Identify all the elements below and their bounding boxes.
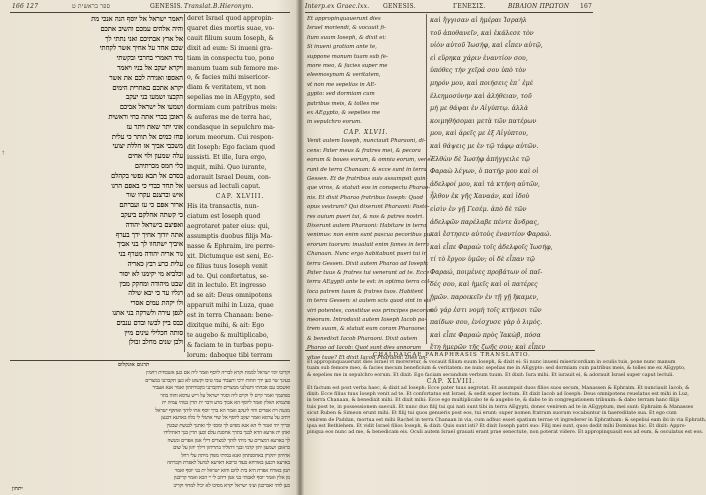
hebrew-line: וכלביא מי יקימנו לא יסור — [119, 268, 183, 278]
vulgate-latin-column — [187, 14, 293, 360]
hebrew-line: לגפן עירה ולשרקה בני אתנו — [112, 307, 183, 317]
latin-line: est in terra Chanaan: bene- — [187, 312, 274, 320]
hebrew-line: האספו ואגידה לכם את אשר — [109, 72, 183, 82]
latin-line: dixitque mihi, & ait: Ego — [187, 322, 265, 330]
greek-line: παίδων σου, ἐνίσχυσε γὰρ ὁ λιμός. — [430, 319, 543, 327]
hebrew-line: הקבצו ושמעו בני יעקב — [126, 92, 183, 102]
septuagint-latin-column — [307, 15, 434, 361]
latin-line: iussisti. Et ille, Iura ergo, — [187, 153, 267, 161]
greek-line: εἰ εὕρηκα χάριν ἐναντίον σου, — [430, 54, 528, 62]
chaldaic-translation-text — [307, 360, 706, 488]
left-head-rule — [10, 12, 290, 13]
latin-line: patribus meis, & tolles me — [307, 100, 380, 107]
greek-line: μή με θάψαι ἐν Αἰγύπτῳ. ἀλλὰ — [430, 105, 529, 113]
hebrew-line: רגליו עד כי יבא שילה — [128, 288, 183, 298]
latin-line: condasque in sepulchro ma- — [187, 123, 276, 131]
latin-line: gypto: sed dormiam cum — [307, 91, 375, 98]
greek-line: ἔτη ἡμερῶν τῆς ζωῆς σου; καὶ εἶπεν — [430, 344, 546, 352]
latin-line: nasse & Ephraim, ire perre- — [187, 242, 275, 250]
latin-line: apparuit mihi in Luza, quae — [187, 302, 274, 310]
targum-line: אחיהון יתקרון באחסנתהון ואנא במיתי מפדן מיתת עלי רחל — [181, 452, 290, 459]
latin-line: sepelias me in AEgypto, sed — [187, 94, 276, 102]
targum-line: בארעא דכנען באורחא בעוד כרובא דארעא למיעל לאפרת וקברתה — [167, 460, 290, 466]
chaldaic-line: sicut Ruben & Simeon erunt mihi. Et filij tui quos genueris post eos, tui erunt: super nomen fratrum suorum vocabuntur in haereditate sua. Et ego cum — [307, 411, 677, 417]
greek-line: ὑπόθες τὴν χεῖρά σου ὑπὸ τὸν — [430, 67, 526, 75]
latin-line: quaret dies mortis suae, vo- — [187, 24, 275, 32]
hebrew-text-column — [10, 14, 183, 352]
latin-line: & faciam te in turbas popu- — [187, 341, 274, 349]
latin-line: dit in lectulo. Et ingresso — [187, 282, 267, 290]
greek-line: καὶ εἶπε Φαραὼ τοῖς ἀδελφοῖς Ἰωσήφ, — [430, 243, 553, 251]
latin-line: o, & facies mihi misericor- — [187, 74, 270, 82]
hebrew-line: עלית כרע רבץ כאריה — [127, 258, 183, 268]
hebrew-line: אל ארץ אבתיכם ואני נתתי לך — [105, 33, 183, 43]
greek-line: τί τὸ ἔργον ὑμῶν; οἱ δὲ εἶπαν τῷ — [430, 256, 535, 264]
latin-line: Dixerunt autem Pharaoni: Habitare in terra — [307, 222, 427, 229]
targum-line: ויתיב על ערסא ואמר יעקב ליוסף אל שדי אתגלי לי בלוז בארעא דכנען — [161, 415, 290, 421]
chaldaic-line: ipsa est Bethlehem. Et vidit Israel filios Ioseph, & dixit: Quis sunt isti? Et dixit Ioseph patri suo: Filij mei sunt, quos dedit mihi Dominus hic. Et dixit: Appro- — [307, 424, 687, 430]
latin-line: xit. Dictumque est seni, Ec- — [187, 252, 274, 260]
latin-line: erorum tuorum: inualuit enim fames in terra — [307, 241, 429, 248]
hebrew-line: שכם אחד על אחיך אשר לקחתי — [99, 43, 183, 53]
hebrew-line: אתה יודוך אחיך ידך בערף — [115, 229, 183, 239]
hebrew-line: ויקרא יעקב אל בניו ויאמר — [117, 62, 183, 72]
right-foot-rule — [305, 350, 595, 351]
targum-line: כפתגמך ואמר קיים לי וקיים ליה וסגיד ישראל על ריש ערסא והוה בתר — [160, 392, 290, 399]
greek-line: ἀδελφῶν παρέλαβε πέντε ἄνδρας, — [430, 218, 540, 226]
left-margin-mark: † — [2, 151, 5, 156]
hebrew-line: בסדם אל תבא נפשי בקהלם — [110, 170, 183, 180]
hebrew-line: סותה חכלילי עינים מיין — [124, 327, 183, 337]
greek-line: ἐλεημοσύνην καὶ ἀλήθειαν, τοῦ — [430, 92, 532, 100]
latin-line: nis. Et dixit Pharao fratribus Ioseph: Quod — [307, 194, 424, 201]
latin-line: terra Gessen. Dixit autem Pharao ad Ioseph: — [307, 260, 429, 267]
chaldaic-heading: CHALDAICAE PARAPHRASIS TRANSLATIO. — [373, 352, 531, 358]
latin-line: tiam in conspectu tuo, pone — [187, 54, 275, 62]
right-greek-running-head: ΒΙΒΛΙΟΝ ΠΡΩΤΟΝ — [508, 3, 570, 10]
latin-line: His ita transactis, nun- — [187, 203, 259, 211]
latin-line: Et appropinquauerunt dies — [307, 16, 381, 22]
latin-line: in sepulchro eorum. — [307, 119, 362, 126]
chapter-heading: CAP. XLVII. — [343, 128, 389, 136]
latin-line: inquit, mihi. Quo iurante, — [187, 163, 267, 171]
left-catchword: יתהון — [12, 486, 23, 492]
greek-line: μηρόν μου, καὶ ποιήσεις ἐπ᾽ ἐμὲ — [430, 79, 534, 87]
hebrew-line: ארור אפם כי עז ועברתם — [119, 200, 183, 210]
chaldaic-line: tuis post te, in possessionem saeculi. Et nunc duo filij tui qui nati sunt tibi in terra AEgypti, donec venirem ad te in AEgyptum, mei sunt: Ephraim & Manasses — [307, 404, 694, 410]
latin-line: ciatum est Ioseph quod — [187, 213, 261, 221]
latin-line: Chanaan. Nunc ergo habitabunt pueri tui in — [307, 251, 428, 258]
targum-heading: תרגום אונקלוס — [118, 362, 150, 368]
hebrew-line: ראובן בכרי אתה כחי וראשית — [108, 111, 183, 121]
left-translatio-running-head: Translat.B.Hieronym. — [184, 3, 254, 10]
latin-line: dit Ioseph: Ego faciam quod — [187, 143, 276, 151]
latin-line: deret Israel quod appropin- — [187, 15, 274, 22]
hebrew-line: כבס ביין לבשו ובדם ענבים — [116, 317, 183, 327]
greek-line: Ἐλθὼν δὲ Ἰωσὴφ ἀπήγγειλε τῷ — [430, 155, 530, 163]
greek-line: καὶ ἤγγισαν αἱ ἡμέραι Ἰσραὴλ — [430, 17, 527, 24]
hebrew-line: עלה שמעון ולוי אחים — [128, 151, 183, 161]
latin-line: Si inueni gratiam ante te, — [307, 44, 377, 51]
hebrew-line: איש וברצנם עקרו שור — [126, 190, 183, 200]
chaldaic-line: in terra Chanaan, & benedixit mihi. Et dixit mihi: Ecce ego multiplicabo te & augebo te, & dabo te in congregationem tribuum: & dabo terram hanc filijs — [307, 398, 680, 404]
greek-line: ἡμῶν. παροικεῖν ἐν τῇ γῇ ἥκαμεν, — [430, 294, 539, 302]
targum-line: וקריבו יומי ישראל לממת וקרא לבריה ליוסף ואמר ליה אם כען אשכחית רחמין — [146, 370, 290, 376]
chaldaic-line: & sepelies me in sepulchro eorum. Et dixit: Ego faciam secundum verbum tuum. Et dixit: Iura mihi. Et iurauit ei, & adorauit Israel super caput lectuli. — [307, 372, 674, 378]
latin-line: cauit filium suum Ioseph, & — [187, 34, 274, 42]
hebrew-line: אל תחד כבדי כי באפם הרגו — [111, 180, 183, 190]
targum-line: כען לותי ואברכנון ועיני ישראל יקרא מסיבו לא יכיל למחזי וקריב — [173, 482, 290, 489]
hebrew-line: מיד האמרי בחרבי ובקשתי — [116, 53, 183, 63]
chaldaic-line: venirem de Paddan, mortua est mihi Rachel in terra Chanaan in via, cum adhuc esset spatium terrae vt ingrederer in Ephratham: & sepeliui eam ibi in via Ephrath, — [307, 417, 706, 423]
right-interp-running-head: Interp.ex Graec.lxx. — [305, 3, 370, 10]
latin-line: loca patrem tuum & fratres tuos. Habitent — [307, 288, 424, 295]
latin-line: trem suum, & statuit eum coram Pharaone: — [307, 326, 427, 333]
left-hebrew-running-head: ספר בראשית ט — [72, 3, 111, 10]
targum-onkelos-text — [12, 370, 290, 490]
hebrew-line: ולו יקהת עמים אסרי — [130, 298, 183, 308]
targum-line: ובריך יתי ואמר לי הא אנא מפיש לך ומסגי לך ואתנך לכנשת שבטין — [166, 422, 290, 429]
greek-line: δές σου, καὶ ἡμεῖς καὶ οἱ πατέρες — [430, 281, 538, 289]
left-page — [0, 0, 297, 495]
targum-line: מן אלין ואמר יוסף לאבוהי בני אנון דיהב לי יי הכא ואמר קריבנון — [173, 475, 290, 481]
greek-line: Φαραώ, ποιμένες προβάτων οἱ παῖ- — [430, 268, 543, 276]
targum-line: ואתן ית ארעא הדא לבנך בתרך אחסנת עלם וכען תרין בנך דאתילידו — [163, 430, 290, 436]
latin-line: suppone manum tuam sub fe- — [307, 53, 388, 60]
chapter-heading: CAP. XLVIII. — [215, 193, 265, 201]
right-genesis-running-head: GENESIS. — [383, 3, 416, 10]
greek-line: οὐ γάρ ἐστι νομὴ τοῖς κτήνεσι τῶν — [430, 306, 542, 314]
latin-line: Israel moriendi, & vocauit fi- — [307, 25, 386, 32]
latin-line: viri potentes, constitue eos principes pecorum — [307, 307, 434, 314]
latin-line: lorum: daboque tibi terram — [187, 351, 273, 359]
latin-line: lium suum Ioseph, & dixit ei: — [307, 34, 387, 41]
greek-line: Φαραὼ λέγων, ὁ πατήρ μου καὶ οἱ — [430, 168, 539, 176]
latin-line: cens: Pater meus & fratres mei, & pecora — [307, 147, 421, 154]
greek-line: καὶ εἶπε Φαραὼ πρὸς Ἰακὼβ, πόσα — [430, 331, 541, 339]
latin-line: ad te. Qui confortatus, se- — [187, 272, 269, 280]
hebrew-line: ויאמר ישראל אל יוסף הנה אנכי מת — [91, 14, 183, 23]
latin-line: manum tuam sub femore me- — [187, 64, 280, 72]
latin-line: te augebo & multiplicabo, — [187, 332, 269, 339]
targum-line: לך בארעא דמצרים עד מיתי לותך למצרים דילי אנון אפרים ומנשה — [167, 437, 290, 444]
latin-line: ad se ait: Deus omnipotens — [187, 292, 272, 300]
latin-line: in terra Gessen: si autem scis quod sint in eis — [307, 298, 432, 305]
greek-line: μου, καὶ ἀρεῖς με ἐξ Αἰγύπτου, — [430, 130, 529, 138]
targum-line: כראובן ושמעון יהון קדמי ובנך דתוליד בתריהון דילך יהון על שום — [173, 445, 290, 451]
hebrew-line: אוני יתר שאת ויתר עז — [126, 121, 183, 131]
hebrew-line: כי קשתה אחלקם ביעקב — [120, 209, 183, 219]
greek-line: εἰσὶν ἐν γῇ Γεσέμ. ἀπὸ δὲ τῶν — [430, 205, 527, 213]
hebrew-line: איביך ישתחוו לך בני אביך — [116, 239, 183, 249]
greek-line: υἱὸν αὐτοῦ Ἰωσὴφ, καὶ εἶπεν αὐτῷ, — [430, 42, 543, 50]
latin-line: & benedixit Iacob Pharaoni. Dixit autem — [307, 335, 418, 342]
latin-line: eorum & boues eorum, & omnia eorum, vene- — [307, 157, 433, 164]
latin-line: aegrotaret pater eius: qui, — [187, 223, 270, 231]
hebrew-line: והיה אלהים עמכם והשיב אתכם — [100, 23, 183, 33]
hebrew-line: ולבן שנים מחלב זבולן — [128, 337, 183, 347]
left-page-number: 166 127 — [12, 3, 39, 10]
hebrew-line: ושמעו אל ישראל אביכם — [119, 102, 183, 112]
hebrew-line: כלי חמס מכרתיהם — [134, 160, 183, 170]
latin-line: adorauit Israel Deum, con- — [187, 173, 271, 181]
right-column-divider — [426, 14, 427, 344]
hebrew-line: משכבי אביך אז חללת יצועי — [112, 141, 183, 151]
chaldaic-line: tuam sub femore meo, & facies mecum beneficium & veritatem: ne nunc sepelias me in AEgypto: sed dormiam cum patribus meis, & tolles me ex AEgypto, — [307, 366, 686, 372]
latin-line: dormiam cum patribus meis: — [187, 104, 278, 112]
latin-line: iorum meorum. Cui respon- — [187, 133, 274, 141]
greek-line: κοιμηθήσομαι μετὰ τῶν πατέρων — [430, 117, 537, 125]
latin-line: & auferas me de terra hac, — [187, 114, 272, 122]
latin-line: eleemosynam & veritatem, — [307, 72, 381, 79]
latin-line: runt de terra Chanaan: & ecce sunt in terra — [307, 166, 427, 173]
latin-line: more meo, & facies super me — [307, 63, 388, 70]
left-foot-rule — [10, 360, 290, 361]
right-page-number: 167 — [580, 3, 593, 10]
latin-line: Pater tuus & fratres tui venerunt ad te. Ecce — [307, 269, 430, 276]
latin-line: que viros, & statuit eos in conspectu Pharao- — [307, 185, 431, 192]
latin-line: res ouium pueri tui, & nos & patres nostri. — [307, 213, 424, 220]
chaldaic-line: Et factum est post verba haec, & dixit ad Ioseph: Ecce pater tuus aegrotat. Et assumpsit duos filios suos secum, Manassen & Ephraim. Et nunciauit Iacob, & — [307, 385, 690, 391]
targum-line: מנשה וית אפרים וחוי ליעקב ואמר הא ברך יוסף אתי לותך ואתקף ישראל — [155, 407, 290, 414]
latin-line: uersus ad lectuli caput. — [187, 183, 261, 191]
right-page — [303, 0, 706, 495]
right-head-rule — [305, 12, 593, 13]
latin-line: Pharao ad Iacob: Quot sunt dies annorum — [307, 345, 422, 352]
hebrew-line: ואפיצם בישראל יהודה — [125, 219, 183, 229]
septuagint-greek-column — [430, 15, 595, 352]
latin-line: ex AEgypto, & sepelies me — [307, 110, 381, 117]
targum-line: תמן באורח אפרת היא בית לחם וחזא ישראל ית בני יוסף ואמר — [174, 467, 290, 474]
greek-line: καὶ θάψεις με ἐν τῷ τάφῳ αὐτῶν. — [430, 142, 539, 150]
hebrew-line: יקרא אתכם באחרית הימים — [112, 82, 183, 92]
latin-line: assumptis duobus filijs Ma- — [187, 232, 273, 240]
chaldaic-line: pinqua eos nunc ad me, & benedicam eis. Oculi autem Israel grauati erant prae senectute, non poterat videre. Et appropinquauit eos ad eum, & osculatus est eos. — [307, 430, 704, 436]
latin-line: opus vestrum? Qui dixerunt Pharaoni: Pasto- — [307, 204, 430, 211]
chaldaic-line: dixit: Ecce filius tuus Ioseph venit ad te. Et confortatus est Israel, & sedit super lectum. Et dixit Iacob ad Ioseph: Deus omnipotens reuelatus est mihi in Luz, — [307, 392, 689, 398]
greek-line: τοῦ ἀποθανεῖν, καὶ ἐκάλεσε τὸν — [430, 29, 534, 37]
targum-line: בעינך שוי כען ידך תחות ירכי ותעביד עמי טיבו וקשוט לא כען תקברנני במצרים — [145, 377, 290, 384]
hebrew-line: שבט מיהודה ומחקק מבין — [119, 278, 183, 288]
latin-line: Gessen. Et de fratribus suis assumpsit quin- — [307, 175, 428, 182]
latin-line: vt non me sepelias in AE- — [307, 81, 377, 88]
left-column-divider — [184, 14, 185, 352]
latin-line: meorum. Introduxit autem Ioseph Iacob pa- — [307, 317, 427, 323]
latin-line: dixit ad eum: Si inueni gra- — [187, 44, 273, 52]
targum-line: ואשכוב עם אבהתי ותטלנני ממצרים ותקברנני בקבורתהון ואמר אנא אעביד — [152, 385, 290, 391]
greek-line: καὶ ἔστησεν αὐτοὺς ἐναντίον Φαραώ. — [430, 231, 552, 239]
latin-line: terra AEgypti ante te est: in optima terra col- — [307, 279, 432, 286]
hebrew-line: פחז כמים אל תותר כי עלית — [111, 131, 183, 141]
latin-line: diam & veritatem, vt non — [187, 84, 266, 92]
latin-line: vitae tuae? Et dixit Iacob Pharaoni: Dies an- — [307, 354, 428, 361]
hebrew-line: גור אריה יהודה מטרף בני — [118, 249, 183, 259]
greek-line: ἀδελφοί μου, καὶ τὰ κτήνη αὐτῶν, — [430, 180, 540, 188]
left-genesis-running-head: GENESIS. — [150, 3, 183, 10]
right-genesis-greek-head: ΓΕΝΕΣΙΣ. — [453, 3, 486, 10]
targum-line: פתגמיא האלין ואמר ליוסף הא אבוך מרע ודבר ית תרין בנוהי עמיה ית — [161, 400, 290, 406]
chapter-heading: CAP. XLVIII. — [426, 378, 476, 386]
latin-line: venimus: non enim sunt pascua pecoribus pu- — [307, 232, 433, 239]
chaldaic-line: Et appropinquauerunt dies Israel vt moreretur, & vocauit filium suum Ioseph, & dixit ei: Si nunc inueni misericordiam in oculis tuis, pone nunc manum — [307, 360, 676, 365]
latin-line: ce filius tuus Ioseph venit — [187, 262, 268, 270]
greek-line: ἦλθον ἐκ γῆς Χαναάν, καὶ ἰδοὺ — [430, 193, 530, 201]
latin-line: Venit autem Ioseph, nunciauit Pharaoni, di- — [307, 138, 426, 145]
